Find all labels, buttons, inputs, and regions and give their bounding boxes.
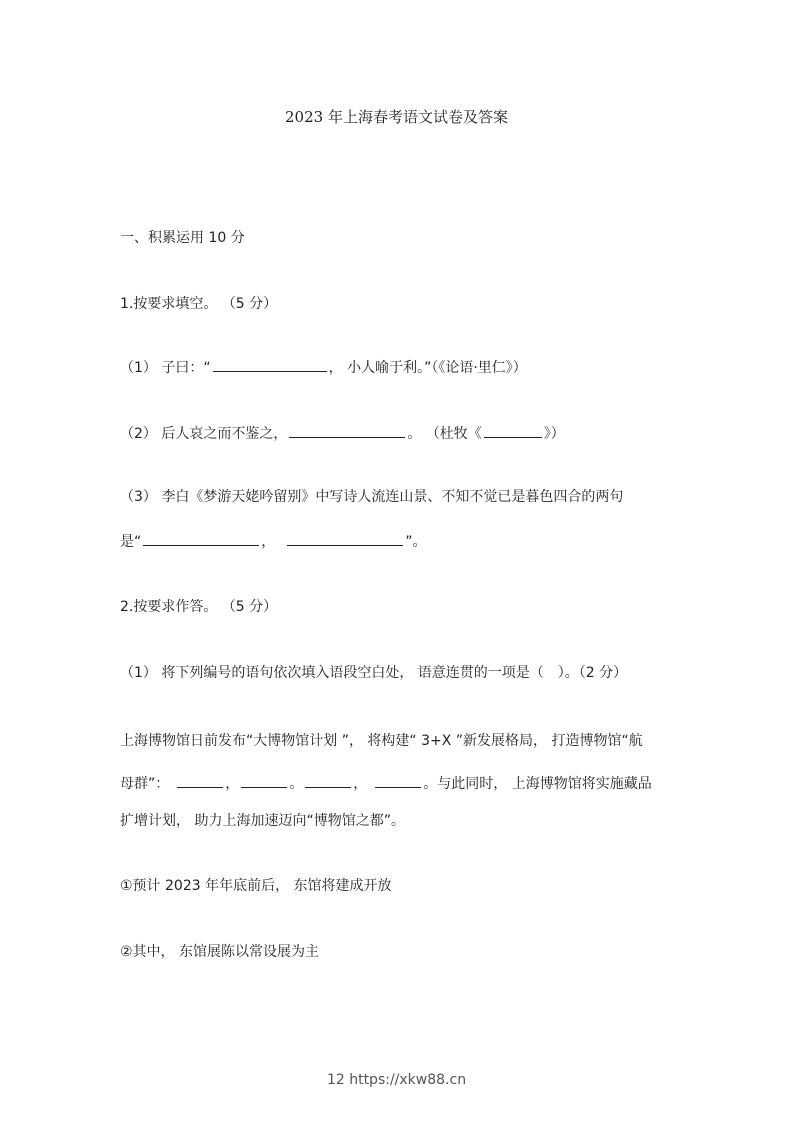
answer-blank[interactable] — [177, 775, 223, 788]
question-1-item-3-line-2 — [120, 533, 427, 551]
question-1-item-3-line-1: （3） 李白《梦游天姥吟留别》中写诗人流连山景、不知不觉已是暮色四合的两句 — [120, 489, 624, 505]
page-title: 2023 年上海春考语文试卷及答案 — [285, 108, 508, 126]
page-footer: 12 https://xkw88.cn — [326, 1072, 467, 1088]
answer-blank[interactable] — [305, 775, 351, 788]
answer-blank[interactable] — [143, 533, 259, 546]
item-2-prefix: （2） 后人哀之而不鉴之， — [120, 426, 288, 442]
item-3-separator: ， — [261, 534, 276, 550]
item-3-suffix: ”。 — [405, 534, 427, 550]
passage-line-3: 扩增计划， 助力上海加速迈向“博物馆之都”。 — [120, 813, 405, 829]
item-2-middle: 。 （杜牧《 — [407, 426, 482, 442]
section-heading: 一、积累运用 10 分 — [120, 230, 245, 246]
answer-blank[interactable] — [375, 775, 421, 788]
passage-line-2-suffix: 。与此同时， 上海博物馆将实施藏品 — [423, 776, 652, 792]
answer-blank[interactable] — [213, 359, 327, 372]
item-1-suffix: ， 小人喻于利。”（《论语·里仁》） — [328, 360, 527, 376]
answer-blank[interactable] — [289, 425, 405, 438]
passage-line-2-prefix: 母群”： — [120, 776, 170, 792]
answer-blank[interactable] — [241, 775, 287, 788]
option-item: ①预计 2023 年年底前后， 东馆将建成开放 — [120, 878, 392, 894]
passage-separator: ， — [353, 776, 368, 792]
question-2-heading: 2.按要求作答。 （5 分） — [120, 599, 278, 615]
item-3-prefix: 是“ — [120, 534, 142, 550]
passage-line-2 — [120, 775, 652, 793]
passage-line-1: 上海博物馆日前发布“大博物馆计划 ”， 将构建“ 3+X ”新发展格局， 打造博物馆“航 — [120, 733, 643, 749]
item-2-suffix: 》） — [543, 426, 565, 442]
option-item: ②其中， 东馆展陈以常设展为主 — [120, 944, 320, 960]
passage-separator: ， — [225, 776, 240, 792]
item-1-prefix: （1） 子曰：“ — [120, 360, 211, 376]
question-1-heading: 1.按要求填空。 （5 分） — [120, 296, 278, 312]
question-1-item-1 — [120, 359, 527, 377]
answer-blank[interactable] — [484, 425, 542, 438]
answer-blank[interactable] — [287, 533, 403, 546]
question-1-item-2 — [120, 425, 565, 443]
passage-separator: 。 — [289, 776, 304, 792]
question-2-item-1: （1） 将下列编号的语句依次填入语段空白处， 语意连贯的一项是（ ）。（2 分） — [120, 665, 628, 681]
